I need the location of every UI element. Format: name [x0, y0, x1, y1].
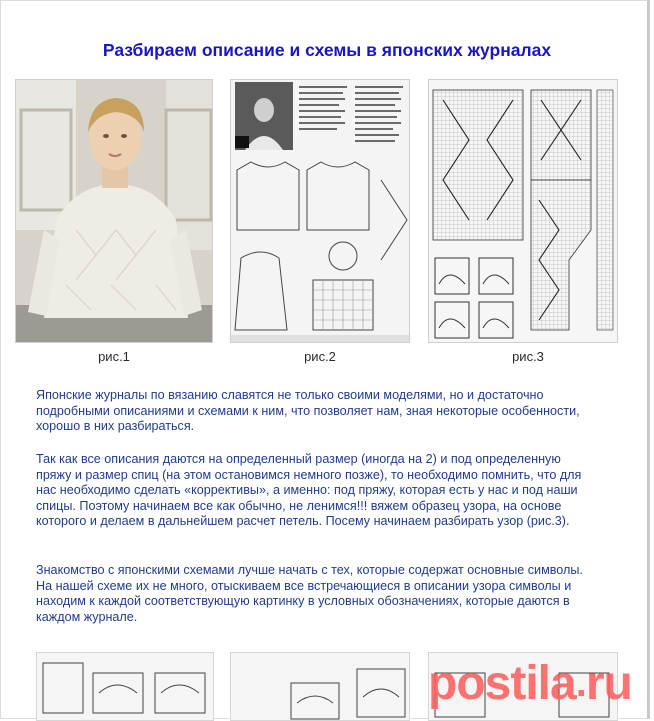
postila-watermark	[428, 645, 632, 721]
stitch-diagram-icon	[231, 653, 410, 721]
page-title: Разбираем описание и схемы в японских журналах	[102, 40, 552, 60]
paragraph-symbols: Знакомство с японскими схемами лучше начать с тех, которые содержат основные символы. На нашей схеме их не много, отыскиваем все встречающиеся в описании узора символы и находим к каждой соответствующую картинку в условных обозначениях, которые даются в каждом журнале.	[36, 563, 583, 624]
figure-3-caption: рис.3	[512, 349, 544, 364]
magazine-page-pattern-icon	[231, 80, 410, 343]
figure-1-caption: рис.1	[98, 349, 130, 364]
paragraph-intro: Японские журналы по вязанию славятся не только своими моделями, но и достаточно подробными описаниями и схемами к ним, что позволяет нам, зная некоторые особенности, хорошо в них разбираться.	[36, 388, 580, 434]
watermark-tld: ru	[585, 656, 632, 710]
figure-3-knitting-chart	[428, 79, 618, 343]
paragraph-sizing: Так как все описания даются на определенный размер (иногда на 2) и под определенную пряжу и размер спиц (на этом остановимся немного позже), то необходимо помнить, что для нас необходимо сделать «коррективы», а именно: под пряжу, которая есть у нас и под наши спицы. Поэтому начинаем все как обычно, не ленимся!!! вяжем образец узора, на основе которого и делаем в дальнейшем расчет петель. Посему начинаем разбирать узор (рис.3).	[36, 452, 582, 529]
figure-2-magazine-page	[230, 79, 410, 343]
watermark-dot: .	[575, 660, 586, 705]
stitch-diagram-icon	[37, 653, 214, 721]
watermark-name: postila	[428, 656, 576, 710]
figure-1-photo	[15, 79, 213, 343]
bottom-figure-1	[36, 652, 214, 721]
sweater-photo-icon	[16, 80, 213, 343]
knitting-chart-icon	[429, 80, 618, 343]
figure-2-caption: рис.2	[304, 349, 336, 364]
bottom-figure-2	[230, 652, 410, 721]
